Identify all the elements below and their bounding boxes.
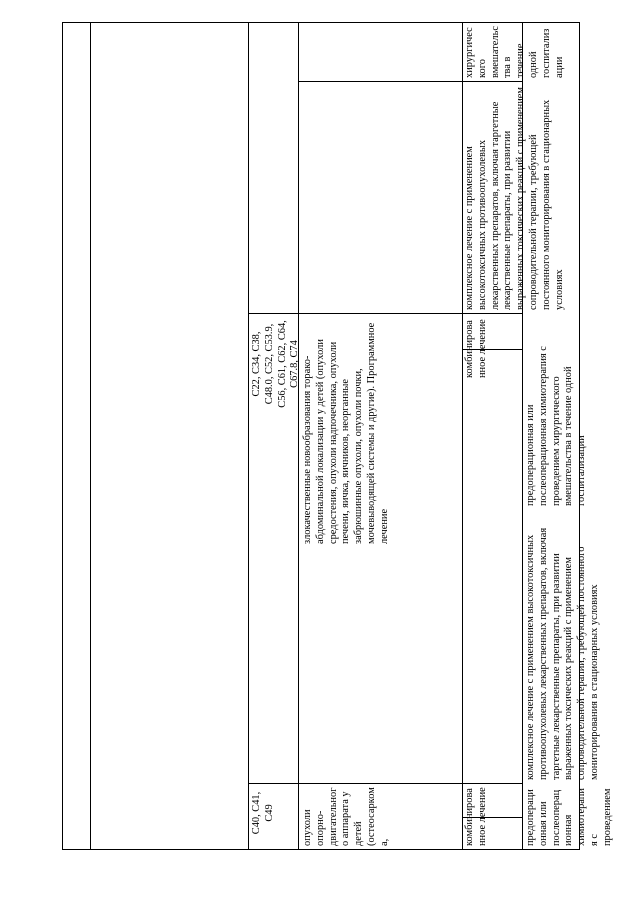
col-divider-1: [90, 22, 91, 850]
table-border-left: [62, 849, 580, 850]
row2-method-item-2: комплексное лечение с применением высокотоксичных противоопухолевых лекарственных препаратов, включая таргетные лекарственные препараты, при развитии выраженных токсических реакций с применением сопроводительной терапии, требующей постоянного мониторирования в стационарных условиях: [525, 527, 600, 780]
treatment-table: [62, 22, 613, 850]
col-divider-2: [248, 22, 249, 850]
row2-method-item-1: предоперационная или послеоперационная химиотерапия с проведением хирургического вмешательства в течение одной госпитализации: [525, 346, 588, 506]
row-divider-2: [248, 783, 522, 784]
row2-icd-codes: C22, C34, C38, C48.0, C52, C53.9, C56, C61, C62, C64, C67.8, C74: [251, 320, 301, 408]
col-divider-3: [298, 22, 299, 850]
row2-diagnosis: злокачественные новообразования торако-абдоминальной локализации у детей (опухоли средостения, опухоли надпочечника, опухоли печени, яичка, яичников, неорганные забрюшинные опухоли, опухоли почки, мочевыводящей системы и другие). Программное лечение: [302, 322, 390, 544]
row1-method-item-1: хирургического вмешательства в течение одной госпитализации: [464, 26, 565, 78]
table-border-right: [62, 22, 580, 23]
col-divider-4: [462, 22, 463, 850]
row3-diagnosis: опухоли опорно-двигательного аппарата у детей (остеосаркома,: [302, 787, 390, 846]
row3-method-item-1: предоперационная или послеоперационная химиотерапия с проведением: [525, 788, 613, 846]
row-divider-1: [248, 313, 522, 314]
method-subdivider-1: [298, 81, 522, 82]
row3-icd-codes: C40, C41, C49: [251, 791, 275, 835]
table-border-top: [62, 22, 63, 850]
row1-method-item-2: комплексное лечение с применением высокотоксичных противоопухолевых лекарственных препаратов, включая таргетные лекарственные препараты, при развитии выраженных токсических реакций с применением сопроводительной терапии, требующей постоянного мониторирования в стационарных условиях: [464, 87, 565, 310]
row2-treatment-type: комбинированное лечение: [464, 319, 488, 378]
row3-treatment-type: комбинированное лечение: [464, 787, 488, 846]
